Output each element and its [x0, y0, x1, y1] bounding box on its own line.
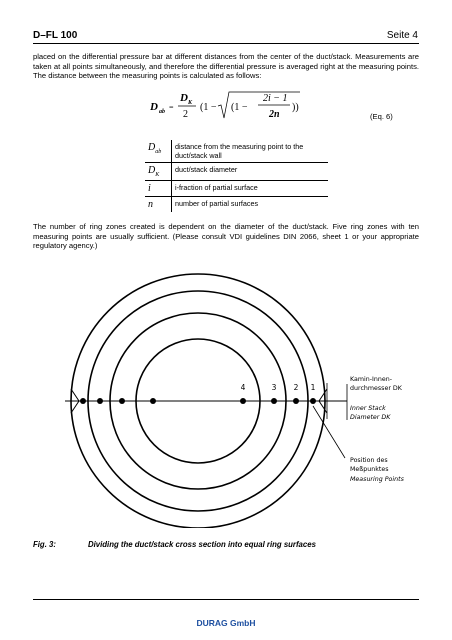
ring-number: 1: [310, 383, 316, 392]
eq-numerator: 2i − 1: [263, 93, 288, 104]
footer: [0, 618, 452, 628]
eq-paren-1: (1 −: [200, 102, 217, 113]
definition-row: [145, 181, 328, 197]
measuring-point: [119, 398, 125, 404]
footer-rule: [33, 599, 419, 600]
intro-paragraph: placed on the differential pressure bar at different distances from the center of the duct/stack. Measurements are taken at all points simultaneously, and therefore the differential pressure is averaged right at the measuring points. The distance between the measuring points is calculated as follows:: [33, 52, 419, 81]
label-points-en: Measuring Points: [350, 476, 404, 483]
definitions-table: [145, 140, 328, 212]
label-diameter-en-1: Inner Stack: [350, 405, 386, 412]
definition-row: [145, 197, 328, 213]
figure-number: Fig. 3:: [33, 540, 56, 549]
definition-row: [145, 163, 328, 181]
eq-equals: =: [169, 103, 174, 112]
measuring-point: [240, 398, 246, 404]
definition-row: [145, 140, 328, 163]
points-leader: [313, 406, 345, 458]
measuring-point: [310, 398, 316, 404]
label-diameter-en-2: Diameter DK: [350, 414, 391, 421]
label-diameter-de-2: durchmesser DK: [350, 385, 402, 392]
page-number: Seite 4: [386, 30, 418, 41]
def-text: duct/stack diameter: [172, 163, 329, 181]
figure-caption: Dividing the duct/stack cross section into equal ring surfaces: [88, 540, 316, 549]
eq-dk: D: [180, 92, 188, 104]
ring-number: 3: [271, 383, 277, 392]
def-text: i-fraction of partial surface: [172, 181, 329, 197]
measuring-point: [80, 398, 86, 404]
label-points-de-1: Position des: [350, 457, 388, 464]
eq-close: )): [292, 102, 299, 113]
measuring-point: [271, 398, 277, 404]
measuring-point: [293, 398, 299, 404]
def-symbol: D: [148, 165, 156, 176]
eq-dk-sub: K: [188, 100, 193, 106]
footer-company: GmbH: [227, 618, 256, 628]
def-symbol: n: [148, 199, 153, 210]
def-symbol: D: [148, 142, 156, 153]
ring-zones-paragraph: The number of ring zones created is dependent on the diameter of the duct/stack. Five ring zones with ten measuring points are usually sufficient. (Please consult VDI guidelines DIN 2066, sheet 1 or your appropriate regulatory agency.): [33, 222, 419, 251]
eq-two: 2: [183, 109, 188, 120]
footer-brand: DURAG: [196, 618, 228, 628]
def-sub: ab: [155, 149, 162, 155]
def-text: number of partial surfaces: [175, 199, 259, 208]
measuring-point: [97, 398, 103, 404]
measuring-point: [150, 398, 156, 404]
label-points-de-2: Meßpunktes: [350, 466, 389, 473]
equation-6: [150, 88, 380, 128]
eq-lhs-sub: ab: [159, 109, 165, 115]
ring-zone-figure: [33, 258, 419, 528]
document-title: D–FL 100: [33, 30, 78, 41]
eq-denominator: 2n: [269, 109, 280, 120]
ring-number: 4: [240, 383, 246, 392]
equation-label: (Eq. 6): [370, 112, 393, 121]
label-diameter-de-1: Kamin-Innen-: [350, 376, 392, 383]
eq-paren-2: (1 −: [231, 102, 248, 113]
def-sub: K: [155, 172, 160, 178]
ring-number: 2: [293, 383, 299, 392]
def-text: distance from the measuring point to the duct/stack wall: [172, 140, 329, 163]
eq-lhs: D: [150, 101, 158, 113]
def-symbol: i: [148, 183, 151, 194]
header-rule: [33, 43, 419, 44]
